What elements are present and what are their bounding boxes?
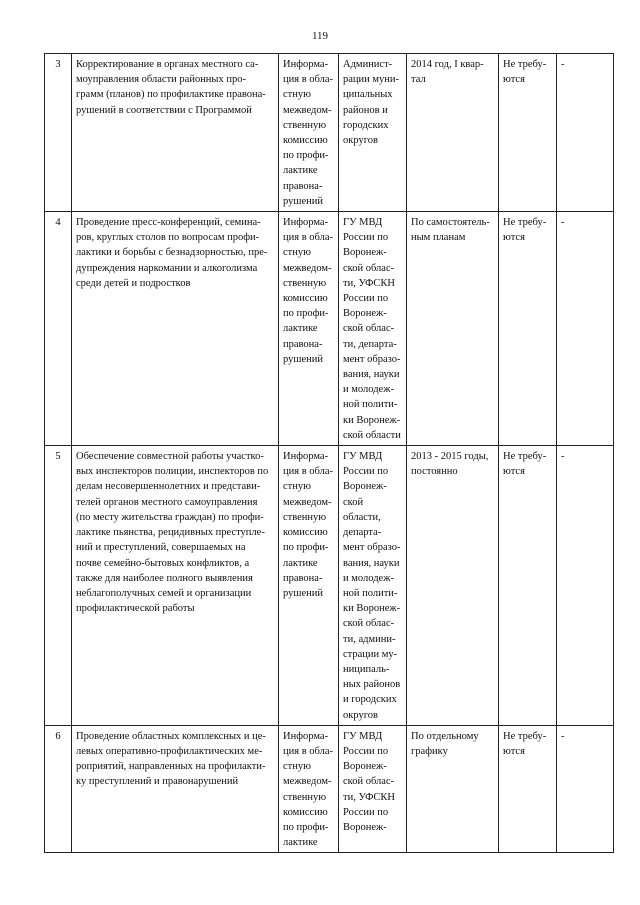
reporting-form-line: лактике (283, 323, 318, 335)
reporting-form-line: рушений (283, 587, 323, 599)
measure-description-line: ний и преступлений, совершаемых на (76, 542, 246, 554)
extra-cell: - (557, 725, 614, 853)
responsible-executors-line: ки Воронеж- (343, 414, 401, 426)
reporting-form-line: ция в обла- (283, 466, 334, 478)
funding-line: Не требу- (503, 59, 547, 70)
measure-description-line: моуправления области районных про- (76, 74, 246, 86)
table-row (45, 446, 614, 726)
implementation-term-line: 2014 год, I квар- (411, 59, 484, 70)
reporting-form-line: по профи- (283, 308, 329, 320)
implementation-term-line: постоянно (411, 466, 458, 478)
responsible-executors (339, 212, 407, 446)
responsible-executors-line: и городских (343, 694, 397, 706)
responsible-executors-line: ной полити- (343, 399, 398, 411)
implementation-term-line: По отдельному (411, 730, 479, 742)
measure-description (72, 725, 279, 853)
reporting-form-line: ция в обла- (283, 745, 334, 757)
responsible-executors-line: ГУ МВД (343, 217, 383, 229)
responsible-executors-line: страции му- (343, 648, 398, 660)
responsible-executors-line: ной полити- (343, 587, 398, 599)
funding-line: ются (503, 232, 525, 244)
measure-description-line: почве семейно-бытовых конфликтов, а (76, 557, 250, 569)
extra-cell: - (557, 446, 614, 726)
implementation-term (407, 446, 499, 726)
measure-description (72, 54, 279, 212)
reporting-form-line: межведом- (283, 262, 332, 274)
reporting-form-line: межведом- (283, 496, 332, 508)
reporting-form-line: ственную (283, 791, 327, 803)
extra-cell: - (557, 54, 614, 212)
implementation-term (407, 725, 499, 853)
responsible-executors-line: ской области (343, 429, 401, 441)
reporting-form-line: лактике (283, 837, 318, 849)
reporting-form-line: по профи- (283, 821, 329, 833)
responsible-executors-line: ки Воронеж- (343, 603, 401, 615)
funding (499, 212, 557, 446)
reporting-form-line: Информа- (283, 59, 329, 70)
responsible-executors-line: ской (343, 496, 364, 508)
responsible-executors-line: мент образо- (343, 353, 401, 365)
responsible-executors-line: России по (343, 806, 389, 818)
reporting-form-line: стную (283, 247, 311, 259)
implementation-term (407, 54, 499, 212)
reporting-form-line: по профи- (283, 542, 329, 554)
responsible-executors (339, 725, 407, 853)
responsible-executors-line: рации муни- (343, 74, 400, 86)
responsible-executors-line: вания, науки (343, 557, 400, 569)
measure-description-line: ров, круглых столов по вопросам профи- (76, 232, 260, 244)
responsible-executors-line: ти, УФСКН (343, 277, 395, 289)
measure-description-line: ку преступлений и правонарушений (76, 776, 239, 788)
reporting-form-line: ственную (283, 119, 327, 131)
reporting-form-line: Информа- (283, 451, 329, 463)
measure-description-line: лактики и борьбы с безнадзорностью, пре- (76, 247, 268, 259)
responsible-executors-line: ниципаль- (343, 663, 390, 675)
measure-description (72, 212, 279, 446)
measure-description-line: Проведение областных комплексных и це- (76, 730, 266, 742)
measures-table (44, 53, 614, 853)
responsible-executors (339, 446, 407, 726)
funding (499, 725, 557, 853)
responsible-executors-line: ГУ МВД (343, 730, 383, 742)
responsible-executors-line: департа- (343, 527, 382, 539)
responsible-executors-line: мент образо- (343, 542, 401, 554)
responsible-executors-line: округов (343, 709, 378, 721)
measure-description-line: вых инспекторов полиции, инспекторов по (76, 466, 269, 478)
reporting-form-line: ция в обла- (283, 232, 334, 244)
page-number: 119 (311, 30, 329, 42)
measure-description-line: профилактической работы (76, 603, 195, 615)
measure-description-line: неблагополучных семей и организации (76, 587, 252, 599)
reporting-form-line: Информа- (283, 730, 329, 742)
measure-description-line: левых оперативно-профилактических ме- (76, 745, 263, 757)
measure-description-line: грамм (планов) по профилактике правона- (76, 89, 266, 101)
measure-description-line: делам несовершеннолетних и представи- (76, 481, 261, 493)
implementation-term-line: 2013 - 2015 годы, (411, 451, 489, 463)
reporting-form-line: комиссию (283, 806, 328, 818)
responsible-executors-line: ти, УФСКН (343, 791, 395, 803)
implementation-term-line: ным планам (411, 232, 466, 244)
reporting-form-line: комиссию (283, 293, 328, 305)
implementation-term (407, 212, 499, 446)
reporting-form-line: стную (283, 761, 311, 773)
responsible-executors-line: Воронеж- (343, 821, 387, 833)
responsible-executors-line: округов (343, 135, 378, 147)
responsible-executors-line: городских (343, 119, 389, 131)
responsible-executors (339, 54, 407, 212)
implementation-term-line: По самостоятель- (411, 217, 490, 229)
responsible-executors-line: и молодеж- (343, 572, 394, 584)
responsible-executors-line: и молодеж- (343, 384, 394, 396)
responsible-executors-line: Воронеж- (343, 247, 387, 259)
reporting-form-line: межведом- (283, 776, 332, 788)
funding-line: Не требу- (503, 730, 547, 742)
reporting-form-line: Информа- (283, 217, 329, 229)
responsible-executors-line: ской облас- (343, 262, 395, 274)
responsible-executors-line: Админист- (343, 59, 393, 70)
measure-description-line: рушений в соответствии с Программой (76, 104, 252, 116)
funding-line: ются (503, 745, 525, 757)
responsible-executors-line: России по (343, 293, 389, 305)
responsible-executors-line: России по (343, 745, 389, 757)
reporting-form (279, 446, 339, 726)
reporting-form-line: комиссию (283, 135, 328, 147)
row-number: 6 (45, 725, 72, 853)
reporting-form-line: правона- (283, 338, 323, 350)
funding-line: Не требу- (503, 217, 547, 229)
table-row (45, 54, 614, 212)
responsible-executors-line: ти, админи- (343, 633, 396, 645)
reporting-form-line: стную (283, 481, 311, 493)
responsible-executors-line: Воронеж- (343, 308, 387, 320)
table-row (45, 212, 614, 446)
responsible-executors-line: вания, науки (343, 369, 400, 381)
table-row (45, 725, 614, 853)
measure-description-line: телей органов местного самоуправления (76, 496, 258, 508)
measure-description-line: Проведение пресс-конференций, семина- (76, 217, 261, 229)
measure-description-line: также для наиболее полного выявления (76, 572, 253, 584)
reporting-form-line: правона- (283, 180, 323, 192)
reporting-form-line: лактике (283, 557, 318, 569)
measure-description-line: дупреждения наркомании и алкоголизма (76, 262, 258, 274)
reporting-form (279, 212, 339, 446)
responsible-executors-line: ской облас- (343, 618, 395, 630)
responsible-executors-line: ской облас- (343, 323, 395, 335)
measure-description-line: среди детей и подростков (76, 277, 191, 289)
responsible-executors-line: ГУ МВД (343, 451, 383, 463)
responsible-executors-line: Воронеж- (343, 761, 387, 773)
reporting-form-line: рушений (283, 353, 323, 365)
measure-description (72, 446, 279, 726)
reporting-form-line: правона- (283, 572, 323, 584)
funding-line: ются (503, 74, 525, 86)
funding (499, 446, 557, 726)
reporting-form-line: по профи- (283, 150, 329, 162)
implementation-term-line: графику (411, 745, 448, 757)
implementation-term-line: тал (411, 74, 426, 86)
reporting-form (279, 54, 339, 212)
responsible-executors-line: районов и (343, 104, 388, 116)
row-number: 5 (45, 446, 72, 726)
row-number: 4 (45, 212, 72, 446)
measure-description-line: Обеспечение совместной работы участко- (76, 451, 264, 463)
measure-description-line: (по месту жительства граждан) по профи- (76, 511, 264, 523)
funding (499, 54, 557, 212)
responsible-executors-line: России по (343, 232, 389, 244)
row-number: 3 (45, 54, 72, 212)
reporting-form-line: ственную (283, 511, 327, 523)
reporting-form-line: рушений (283, 195, 323, 207)
responsible-executors-line: Воронеж- (343, 481, 387, 493)
responsible-executors-line: ных районов (343, 679, 401, 691)
responsible-executors-line: России по (343, 466, 389, 478)
reporting-form-line: стную (283, 89, 311, 101)
funding-line: Не требу- (503, 451, 547, 463)
reporting-form (279, 725, 339, 853)
responsible-executors-line: области, (343, 511, 381, 523)
reporting-form-line: межведом- (283, 104, 332, 116)
responsible-executors-line: ти, департа- (343, 338, 397, 350)
responsible-executors-line: ской облас- (343, 776, 395, 788)
funding-line: ются (503, 466, 525, 478)
measure-description-line: Корректирование в органах местного са- (76, 59, 259, 70)
reporting-form-line: ция в обла- (283, 74, 334, 86)
measure-description-line: роприятий, направленных на профилакти- (76, 761, 266, 773)
reporting-form-line: лактике (283, 165, 318, 177)
reporting-form-line: комиссию (283, 527, 328, 539)
measure-description-line: лактике пьянства, рецидивных преступле- (76, 527, 265, 539)
reporting-form-line: ственную (283, 277, 327, 289)
extra-cell: - (557, 212, 614, 446)
responsible-executors-line: ципальных (343, 89, 393, 101)
